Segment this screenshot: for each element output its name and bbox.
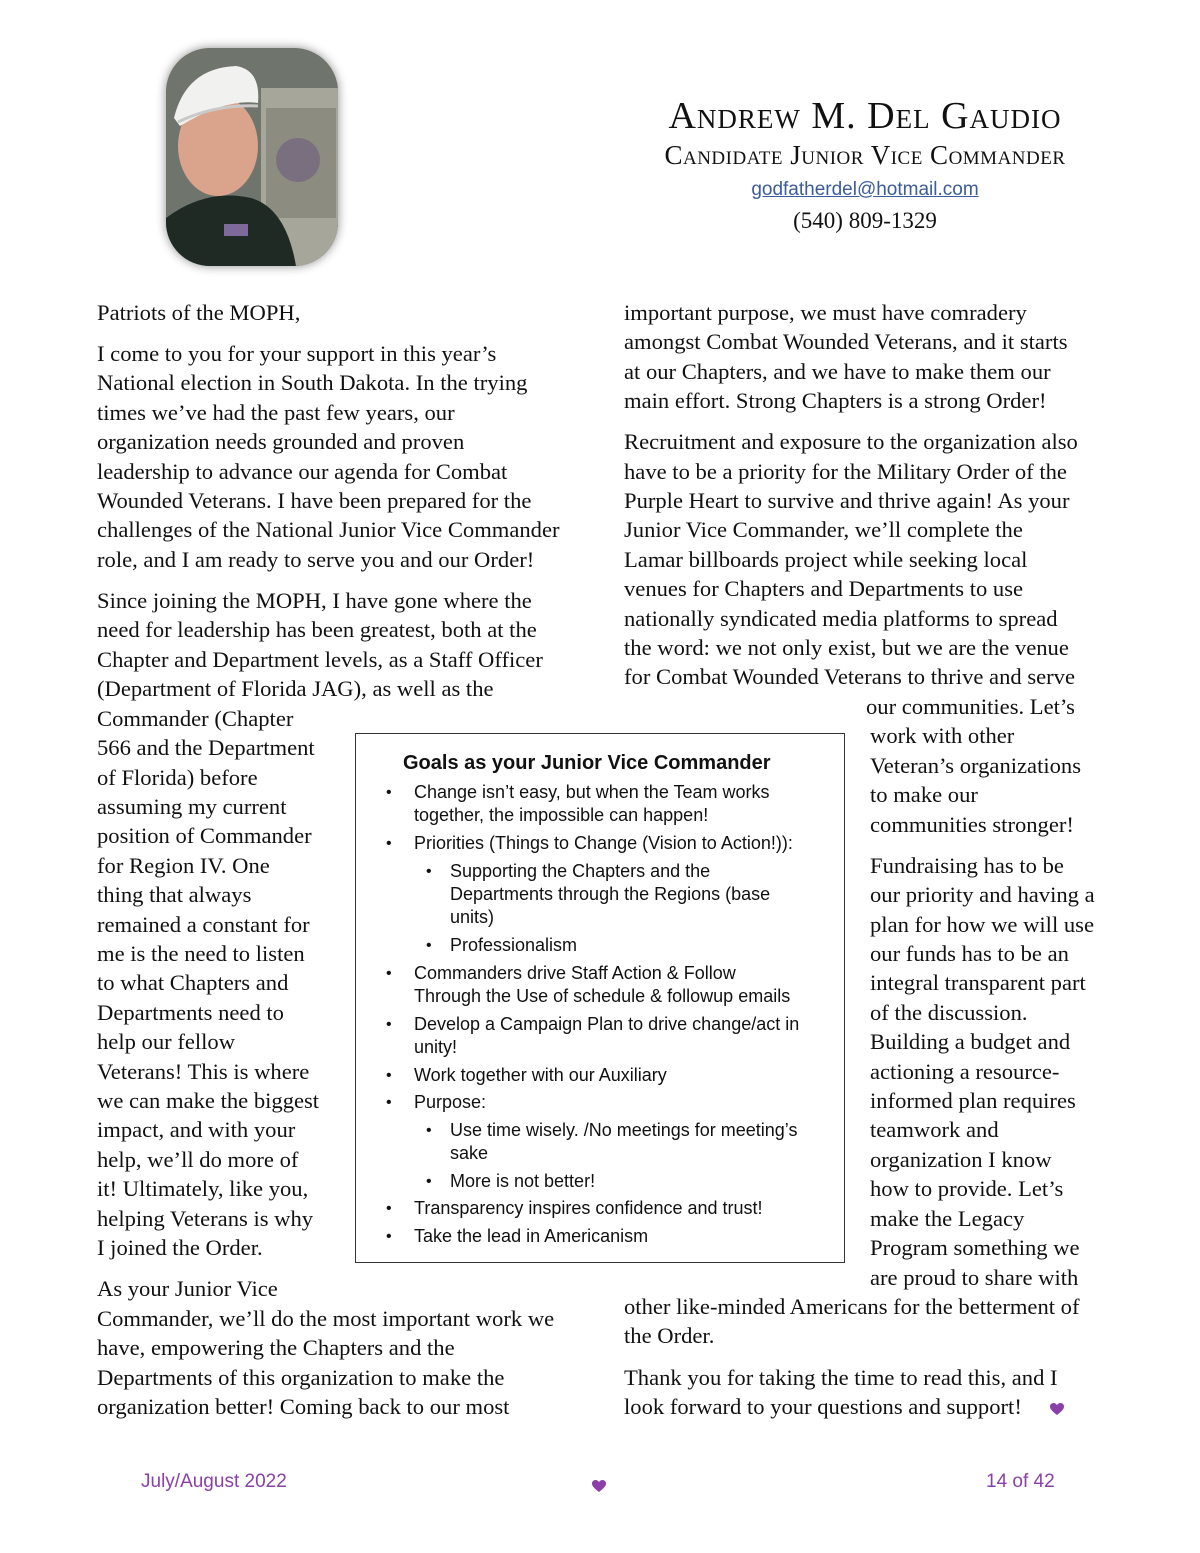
bullet-icon: • — [386, 1067, 392, 1084]
goal-subitem: Departments through the Regions (base — [450, 884, 771, 904]
text-line: amongst Combat Wounded Veterans, and it starts — [624, 329, 1068, 354]
text-line: Commander, we’ll do the most important work we — [97, 1306, 555, 1331]
text-line: actioning a resource- — [870, 1059, 1060, 1084]
text-line: teamwork and — [870, 1117, 999, 1142]
text-line: Thank you for taking the time to read this, and I — [624, 1365, 1058, 1390]
text-line: important purpose, we must have comradery — [624, 300, 1027, 325]
purple-heart-icon — [1050, 1403, 1064, 1416]
bullet-icon: • — [386, 1200, 392, 1217]
text-line: main effort. Strong Chapters is a strong Order! — [624, 388, 1047, 413]
goal-item: together, the impossible can happen! — [414, 805, 709, 825]
portrait-photo — [166, 48, 338, 266]
text-line: need for leadership has been greatest, both at the — [97, 617, 537, 642]
candidate-title: Candidate Junior Vice Commander — [664, 140, 1066, 170]
text-line: Since joining the MOPH, I have gone where the — [97, 588, 532, 613]
goal-item: Change isn’t easy, but when the Team works — [414, 782, 770, 802]
text-line: (Department of Florida JAG), as well as the — [97, 676, 494, 701]
bullet-icon: • — [386, 1228, 392, 1245]
bullet-icon: • — [386, 835, 392, 852]
text-line: communities stronger! — [870, 812, 1074, 837]
text-line: role, and I am ready to serve you and our Order! — [97, 547, 535, 572]
text-line: venues for Chapters and Departments to use — [624, 576, 1024, 601]
text-line: have to be a priority for the Military Order of the — [624, 459, 1067, 484]
goal-item: unity! — [414, 1037, 458, 1057]
text-line: As your Junior Vice — [97, 1276, 278, 1301]
text-line: times we’ve had the past few years, our — [97, 400, 455, 425]
text-line: our priority and having a — [870, 882, 1095, 907]
text-line: informed plan requires — [870, 1088, 1076, 1113]
goal-subitem: Supporting the Chapters and the — [450, 861, 711, 881]
phone-number: (540) 809-1329 — [793, 208, 937, 233]
text-line: position of Commander — [97, 823, 312, 848]
text-line: have, empowering the Chapters and the — [97, 1335, 455, 1360]
text-line: I come to you for your support in this year’s — [97, 341, 497, 366]
text-line: for Combat Wounded Veterans to thrive and serve — [624, 664, 1075, 689]
text-line: to make our — [870, 782, 978, 807]
text-line: Recruitment and exposure to the organization also — [624, 429, 1078, 454]
text-line: of Florida) before — [97, 765, 258, 790]
text-line: I joined the Order. — [97, 1235, 263, 1260]
text-line: Building a budget and — [870, 1029, 1071, 1054]
text-line: how to provide. Let’s — [870, 1176, 1064, 1201]
goal-subitem: units) — [450, 907, 495, 927]
goal-subitem: sake — [450, 1143, 489, 1163]
text-line: leadership to advance our agenda for Combat — [97, 459, 508, 484]
footer-page-number: 14 of 42 — [986, 1471, 1055, 1492]
text-line: plan for how we will use — [870, 912, 1095, 937]
bullet-icon: • — [386, 965, 392, 982]
goal-item: Develop a Campaign Plan to drive change/act in — [414, 1014, 800, 1034]
text-line: Veterans! This is where — [97, 1059, 310, 1084]
goal-item: Transparency inspires confidence and trust! — [414, 1198, 763, 1218]
text-line: Fundraising has to be — [870, 853, 1064, 878]
goal-item: Priorities (Things to Change (Vision to Action!)): — [414, 833, 793, 853]
text-line: to what Chapters and — [97, 970, 289, 995]
goal-subitem: Use time wisely. /No meetings for meeting’s — [450, 1120, 798, 1140]
text-line: Commander (Chapter — [97, 706, 294, 731]
footer-issue: July/August 2022 — [141, 1471, 287, 1492]
text-line: me is the need to listen — [97, 941, 305, 966]
text-line: we can make the biggest — [97, 1088, 320, 1113]
text-line: at our Chapters, and we have to make them our — [624, 359, 1051, 384]
text-line: Wounded Veterans. I have been prepared for the — [97, 488, 532, 513]
text-line: Chapter and Department levels, as a Staff Officer — [97, 647, 543, 672]
goal-item: Work together with our Auxiliary — [414, 1065, 667, 1085]
bullet-icon: • — [426, 1173, 432, 1190]
text-line: for Region IV. One — [97, 853, 270, 878]
text-line: organization better! Coming back to our most — [97, 1394, 510, 1419]
text-line: help, we’ll do more of — [97, 1147, 299, 1172]
goals-box-title: Goals as your Junior Vice Commander — [403, 752, 771, 774]
text-line: help our fellow — [97, 1029, 236, 1054]
text-line: of the discussion. — [870, 1000, 1028, 1025]
text-line: Lamar billboards project while seeking local — [624, 547, 1028, 572]
text-line: work with other — [870, 723, 1015, 748]
text-line: our communities. Let’s — [866, 694, 1075, 719]
text-line: the Order. — [624, 1323, 715, 1348]
text-line: challenges of the National Junior Vice Commander — [97, 517, 560, 542]
salutation: Patriots of the MOPH, — [97, 300, 301, 325]
text-line: impact, and with your — [97, 1117, 296, 1142]
text-line: Departments of this organization to make the — [97, 1365, 505, 1390]
text-line: Veteran’s organizations — [870, 753, 1082, 778]
goals-box — [355, 733, 845, 1263]
text-line: make the Legacy — [870, 1206, 1025, 1231]
candidate-name: Andrew M. Del Gaudio — [668, 95, 1062, 137]
text-line: helping Veterans is why — [97, 1206, 314, 1231]
text-line: other like-minded Americans for the betterment of — [624, 1294, 1080, 1319]
bullet-icon: • — [386, 1094, 392, 1111]
text-line: nationally syndicated media platforms to spread — [624, 606, 1058, 631]
bullet-icon: • — [426, 1122, 432, 1139]
text-line: Departments need to — [97, 1000, 284, 1025]
email-link[interactable]: godfatherdel@hotmail.com — [751, 179, 979, 200]
text-line: it! Ultimately, like you, — [97, 1176, 309, 1201]
text-line: National election in South Dakota. In the trying — [97, 370, 528, 395]
text-line: assuming my current — [97, 794, 287, 819]
text-line: remained a constant for — [97, 912, 310, 937]
bullet-icon: • — [386, 784, 392, 801]
bullet-icon: • — [426, 863, 432, 880]
goal-item: Commanders drive Staff Action & Follow — [414, 963, 736, 983]
purple-heart-icon — [592, 1480, 606, 1493]
text-line: integral transparent part — [870, 970, 1086, 995]
text-line: our funds has to be an — [870, 941, 1069, 966]
text-line: thing that always — [97, 882, 252, 907]
text-line: Program something we — [870, 1235, 1080, 1260]
text-line: organization needs grounded and proven — [97, 429, 465, 454]
bullet-icon: • — [426, 937, 432, 954]
text-line: Purple Heart to survive and thrive again! As your — [624, 488, 1070, 513]
goal-item: Take the lead in Americanism — [414, 1226, 649, 1246]
text-line: Junior Vice Commander, we’ll complete the — [624, 517, 1023, 542]
text-line: organization I know — [870, 1147, 1052, 1172]
bullet-icon: • — [386, 1016, 392, 1033]
goal-subitem: More is not better! — [450, 1171, 596, 1191]
text-line: the word: we not only exist, but we are the venue — [624, 635, 1069, 660]
text-line: are proud to share with — [870, 1265, 1079, 1290]
goal-item: Through the Use of schedule & followup emails — [414, 986, 791, 1006]
goal-subitem: Professionalism — [450, 935, 578, 955]
goal-item: Purpose: — [414, 1092, 487, 1112]
text-line: 566 and the Department — [97, 735, 315, 760]
text-line: look forward to your questions and support! — [624, 1394, 1022, 1419]
